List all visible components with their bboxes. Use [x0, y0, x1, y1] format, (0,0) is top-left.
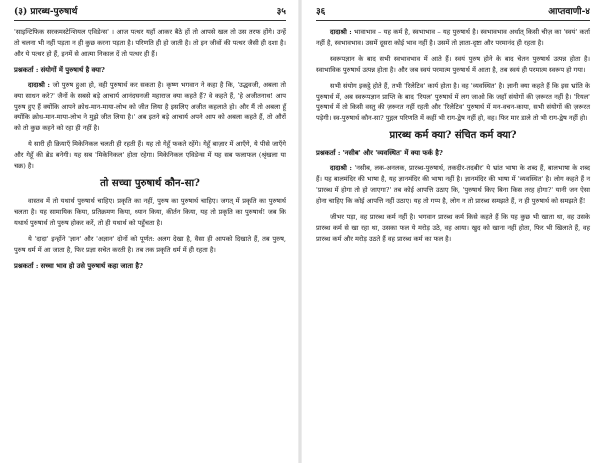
- left-paragraph-1: 'साइन्टिफिक सरकमस्टेन्शियल एविडेन्स' । आज पत्थर यहाँ आकर बैठे हों तो आपसे खल तो उस तरफ होंगे। उन्हें तो चलना भी नहीं पड़ता न ही कुछ करना पड़ता है। परिणति ही हो जाती है। तो इन जीवों की पत्थर जैसी ही दशा है। और ये पत्थर हो हैं, इनमें से आत्मा निकाल दें तो पत्थर ही हैं।: [14, 28, 286, 58]
- left-page-number: ३५: [276, 7, 286, 17]
- left-answer-1: [14, 80, 286, 135]
- question-text: संयोगों में पुरुषार्थ है क्या?: [40, 65, 105, 74]
- left-header-rule: [14, 20, 286, 21]
- right-section-heading: प्रारब्ध कर्म क्या? संचित कर्म क्या?: [389, 130, 517, 142]
- book-gutter: [298, 0, 302, 463]
- right-answer-2: [316, 163, 590, 207]
- left-question-1: [14, 65, 286, 76]
- left-question-2: [14, 261, 286, 272]
- question-label: प्रश्नकर्ता :: [316, 149, 341, 158]
- left-paragraph-3: वास्तव में तो यथार्थ पुरुषार्थ चाहिए। प्रकृति का नहीं, पुरुष का पुरुषार्थ चाहिए। जगत् में प्रकृति का पुरुषार्थ चलता है। यह सामायिक किया, प्रतिक्रमण किया, ध्यान किया, कीर्तन किया, यह तो प्रकृति का पुरुषार्थ! जब कि यथार्थ पुरुषार्थ तो पुरुष होकर करें, तो ही यथार्थ को पहुँचता है।: [14, 196, 286, 227]
- right-page-number: ३६: [316, 7, 326, 17]
- left-section-heading: तो सच्चा पुरुषार्थ कौन-सा?: [100, 177, 200, 189]
- right-paragraph-3: जीभर पड़ा, वह प्रारब्ध कर्म नहीं है। भगवान प्रारब्ध कर्म किसे कहते हैं कि यह कुछ भी खाता था, वह उसके प्रारब्ध कर्म से खा रहा था, उसका फल ये मरोड़ उठे, वह आया। खुद को खाना नहीं होता, फिर भी खिलाते हैं, वह प्रारब्ध कर्म और मरोड़ उठते हैं वह प्रारब्ध कर्म का फल है।: [316, 212, 590, 243]
- right-paragraph-2: सभी संयोग इकट्ठे होते हैं, तभी 'रिलेटिव' कार्य होता है। वह 'व्यवस्थित' है। ज्ञानी क्या कहते हैं कि इस भ्रांति के पुरुषार्थ में, अब स्वरूपज्ञान प्राप्ति के बाद 'रियल' पुरुषार्थ में लग जाओ कि जहाँ संयोगों की ज़रूरत नहीं है। 'रियल' पुरुषार्थ में तो किसी वस्तु की ज़रूरत नहीं रहती और 'रिलेटिव' पुरुषार्थ में मन-वचन-काया, सभी संयोगों की ज़रूरत पड़ेगी। स्व-पुरुषार्थ कौन-सा? पुद्गल परिणति में कहीं भी राग-द्वेष नहीं हो, वह। फिर मार डाले तो भी राग-द्वेष नहीं हो।: [316, 81, 590, 123]
- answer-text: 'नसीब, लक-अनलक, प्रारब्ध-पुरुषार्थ, तकदीर-तदबीर' ये भ्रांत भाषा के शब्द हैं, बालभाषा के शब्द हैं। यह बालमंदिर की भाषा है, यह ज्ञानमंदिर की भाषा नहीं है। ज्ञानमंदिर की भाषा में 'व्यवस्थित' है। लोग कहते हैं न 'प्रारब्ध में होगा तो हो जाएगा?' तब कोई आपत्ति उठाए कि, 'पुरुषार्थ किए बिना किस तरह होगा?' यानी जन ऐसा होना चाहिए कि कोई आपत्ति नहीं उठाए। यह तो गप्प है, लोग न तो प्रारब्ध समझते हैं, न ही पुरुषार्थ को समझते हैं!: [316, 164, 590, 205]
- left-paragraph-4: ये 'दादा' इन्होंने 'ज्ञान' और 'अज्ञान' दोनों को पूर्णत: अलग देखा है, वैसा ही आपको दिखाते हैं, तब पुरुष, पुरुष धर्म में आ जाता है, फिर प्रज्ञा सचेत करती है। तब तक प्रकृति धर्म में ही रहता है।: [14, 234, 286, 254]
- right-paragraph-1: स्वरूपज्ञान के बाद सभी स्वभावभाव में आते हैं। स्वयं पुरुष होने के बाद चेतन पुरुषार्थ उत्पन्न होता है। स्वाभाविक पुरुषार्थ उत्पन्न होता है। और जब स्वयं परमात्म पुरुषार्थ में आता है, तब स्वयं ही परमात्म स्वरूप हो गया।: [316, 54, 590, 74]
- question-label: प्रश्नकर्ता :: [14, 261, 39, 270]
- question-label: प्रश्नकर्ता :: [14, 65, 39, 74]
- answer-label: दादाश्री :: [330, 164, 352, 173]
- right-page-header: [316, 4, 590, 18]
- right-page: [304, 0, 600, 463]
- right-header-rule: [316, 20, 590, 21]
- question-text: सच्चा भाव हो उसे पुरुषार्थ कहा जाता है?: [40, 261, 143, 270]
- right-question-1: [316, 148, 590, 159]
- left-page-header: [14, 4, 286, 18]
- right-answer-1: [316, 27, 590, 49]
- question-text: 'नसीब' और 'व्यवस्थित' में क्या फर्क है?: [342, 149, 443, 158]
- answer-text: जो पुरुष हुआ हो, वही पुरुषार्थ कर सकता है। कृष्ण भगवान ने कहा है कि, 'उद्धवजी, अबला तो क्या साधन करे?' जैनों के सबसे बड़े आचार्य आनंदघनजी महाराज क्या कहते हैं? वे कहते हैं, 'हे अजीतनाथ! आप पुरुष हुए हैं क्योंकि आपने क्रोध-मान-माया-लोभ को जीत लिया है इसलिए अजीत कहलाते हो। और मैं तो अबला हूँ क्योंकि क्रोध-मान-माया-लोभ ने मुझे जीत लिया है।' अब इतने बड़े आचार्य अपने आप को अबला कहते हैं, तो औरों को तो कुछ कहने को रहा ही नहीं है।: [14, 80, 286, 133]
- left-page-title: (३) प्रारब्ध-पुरुषार्थ: [14, 7, 78, 17]
- answer-label: दादाश्री :: [28, 80, 50, 89]
- left-paragraph-2: ये सारी ही क्रियाएँ मिकेनिकल चलती ही रहती हैं। यह तो गेहूँ फकते रहेंगे। गेहूँ बाज़ार में आएँगे, ये पीसे जाएँगे और गेहूँ की ब्रेड बनेगी। यह सब 'मिकेनिकल' होता रहेगा। मिकेनिकल एविडेन्स में यह सब फलाफल (श्रृंखला या चक्र) है।: [14, 140, 286, 171]
- answer-text: भावाभाव – यह कर्म है, स्वभाभाव – यह पुरुषार्थ है। स्वभावभाव अर्थात् किसी चीज़ का 'स्वयं' कर्ता नहीं है, स्वभावभाव। उसमें दूसरा कोई भाव नहीं है। उसमें तो ज्ञाता-दृष्टा और परमानंद ही रहता है।: [316, 28, 590, 47]
- left-page: [0, 0, 296, 463]
- right-page-title: आप्तवाणी-४: [548, 7, 590, 17]
- answer-label: दादाश्री :: [330, 28, 352, 36]
